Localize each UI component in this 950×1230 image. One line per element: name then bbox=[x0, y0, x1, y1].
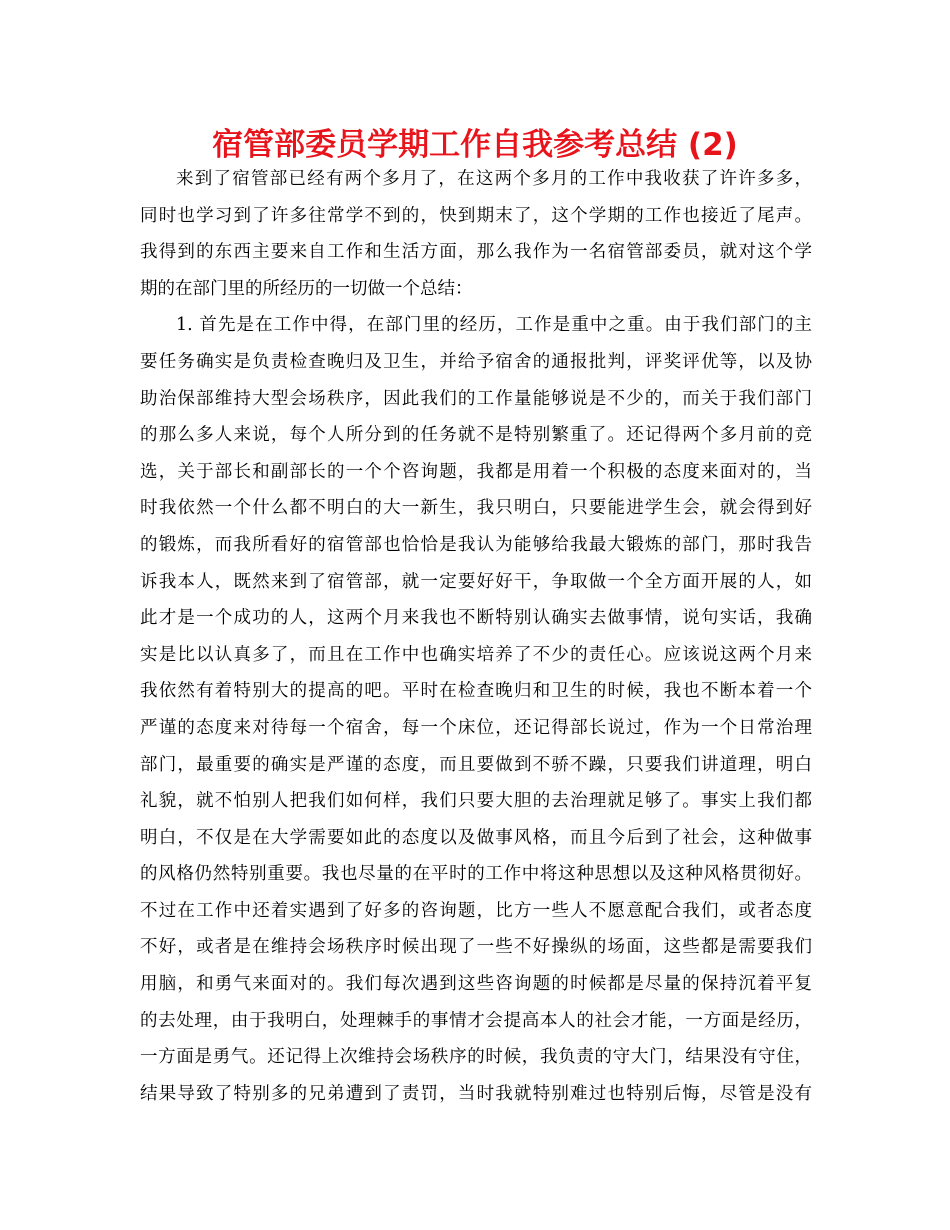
paragraph-line: 选，关于部长和副部长的一个个咨询题，我都是用着一个积极的态度来面对的，当 bbox=[140, 461, 812, 482]
paragraph-line: 要任务确实是负责检查晚归及卫生，并给予宿舍的通报批判，评奖评优等，以及协 bbox=[140, 351, 812, 372]
paragraph-line: 部门，最重要的确实是严谨的态度，而且要做到不骄不躁，只要我们讲道理，明白 bbox=[140, 754, 812, 775]
paragraph-line: 来到了宿管部已经有两个多月了，在这两个多月的工作中我收获了许许多多， bbox=[176, 169, 812, 189]
document-body bbox=[140, 161, 812, 1112]
paragraph-line: 结果导致了特别多的兄弟遭到了责罚，当时我就特别难过也特别后悔，尽管是没有 bbox=[140, 1083, 812, 1104]
paragraph-line: 我依然有着特别大的提高的吧。平时在检查晚归和卫生的时候，我也不断本着一个 bbox=[140, 681, 812, 702]
paragraph-line: 期的在部门里的所经历的一切做一个总结： bbox=[140, 278, 473, 299]
document-title: 宿管部委员学期工作自我参考总结 (2) bbox=[212, 127, 738, 163]
paragraph-line: 同时也学习到了许多往常学不到的，快到期末了，这个学期的工作也接近了尾声。 bbox=[140, 205, 812, 226]
paragraph-line: 不过在工作中还着实遇到了好多的咨询题，比方一些人不愿意配合我们，或者态度 bbox=[140, 900, 812, 921]
paragraph-line: 的风格仍然特别重要。我也尽量的在平时的工作中将这种思想以及这种风格贯彻好。 bbox=[140, 864, 812, 885]
paragraph-line: 的那么多人来说，每个人所分到的任务就不是特别繁重了。还记得两个多月前的竞 bbox=[140, 425, 812, 446]
paragraph-line: 诉我本人，既然来到了宿管部，就一定要好好干，争取做一个全方面开展的人，如 bbox=[140, 571, 812, 592]
paragraph-line: 礼貌，就不怕别人把我们如何样，我们只要大胆的去治理就足够了。事实上我们都 bbox=[140, 791, 812, 812]
paragraph-line: 一方面是勇气。还记得上次维持会场秩序的时候，我负责的守大门，结果没有守住， bbox=[140, 1047, 812, 1068]
paragraph-line: 助治保部维持大型会场秩序，因此我们的工作量能够说是不少的，而关于我们部门 bbox=[140, 388, 812, 409]
paragraph-line: 我得到的东西主要来自工作和生活方面，那么我作为一名宿管部委员，就对这个学 bbox=[140, 242, 812, 263]
paragraph-line: 实是比以认真多了，而且在工作中也确实培养了不少的责任心。应该说这两个月来 bbox=[140, 644, 812, 665]
paragraph-line: 用脑，和勇气来面对的。我们每次遇到这些咨询题的时候都是尽量的保持沉着平复 bbox=[140, 974, 812, 995]
paragraph-line: 的锻炼，而我所看好的宿管部也恰恰是我认为能够给我最大锻炼的部门，那时我告 bbox=[140, 534, 812, 555]
paragraph-line: 严谨的态度来对待每一个宿舍，每一个床位，还记得部长说过，作为一个日常治理 bbox=[140, 717, 812, 738]
paragraph-line: 的去处理，由于我明白，处理棘手的事情才会提高本人的社会才能，一方面是经历， bbox=[140, 1010, 812, 1031]
paragraph-line: 1. 首先是在工作中得，在部门里的经历，工作是重中之重。由于我们部门的主 bbox=[176, 315, 812, 336]
paragraph-line: 时我依然一个什么都不明白的大一新生，我只明白，只要能进学生会，就会得到好 bbox=[140, 498, 812, 519]
paragraph-line: 此才是一个成功的人，这两个月来我也不断特别认确实去做事情，说句实话，我确 bbox=[140, 608, 812, 629]
paragraph-line: 不好，或者是在维持会场秩序时候出现了一些不好操纵的场面，这些都是需要我们 bbox=[140, 937, 812, 958]
paragraph-line: 明白，不仅是在大学需要如此的态度以及做事风格，而且今后到了社会，这种做事 bbox=[140, 827, 812, 848]
